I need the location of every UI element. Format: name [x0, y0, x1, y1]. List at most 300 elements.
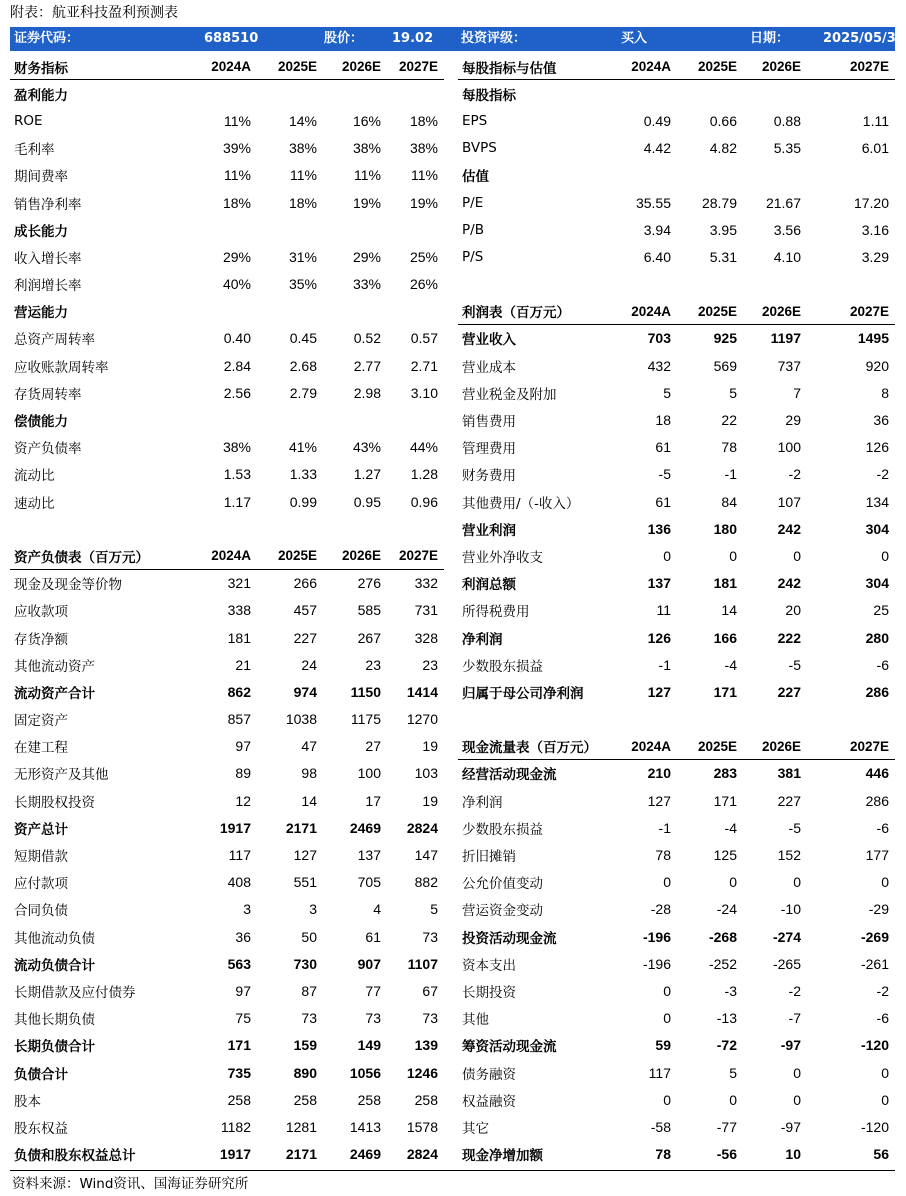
- value-cell: 56: [873, 1146, 889, 1163]
- table-row: [458, 678, 895, 705]
- value-cell: 134: [865, 493, 889, 510]
- left-column: [10, 53, 444, 1168]
- price-label: 股价：: [324, 31, 364, 46]
- row-label: 管理费用: [462, 441, 516, 458]
- value-cell: 2824: [406, 819, 438, 836]
- value-cell: 31%: [288, 248, 317, 265]
- row-label: 权益融资: [462, 1093, 516, 1110]
- empty-cell: [671, 80, 737, 107]
- value-cell: 1413: [349, 1118, 381, 1135]
- value-cell: 0: [793, 1064, 801, 1081]
- value-cell: 0: [793, 874, 801, 891]
- value-cell: -1: [724, 466, 737, 483]
- value-cell: 107: [777, 493, 801, 510]
- row-label: 其它: [462, 1120, 489, 1137]
- value-cell: 75: [235, 1010, 251, 1027]
- table-row: [458, 651, 895, 678]
- value-cell: 585: [357, 602, 381, 619]
- source-note: 资料来源：Wind资讯、国海证券研究所: [12, 1176, 249, 1192]
- value-cell: 126: [647, 629, 671, 646]
- table-row: [458, 1032, 895, 1059]
- value-cell: 2.56: [223, 384, 251, 401]
- value-cell: 26%: [409, 276, 438, 293]
- year-header: 2027E: [849, 303, 889, 319]
- table-row: [458, 135, 895, 162]
- value-cell: 3: [309, 901, 317, 918]
- value-cell: 222: [777, 629, 801, 646]
- value-cell: 11%: [224, 167, 251, 184]
- row-label: 资产总计: [14, 821, 68, 838]
- value-cell: 258: [357, 1091, 381, 1108]
- date-value: 2025/05/30: [823, 31, 905, 46]
- table-row: [10, 379, 444, 406]
- year-header: 2025E: [697, 738, 737, 754]
- table-header-row: [458, 298, 895, 325]
- value-cell: -196: [642, 928, 671, 945]
- value-cell: 177: [865, 847, 889, 864]
- table-row: [458, 869, 895, 896]
- value-cell: 29%: [352, 248, 381, 265]
- value-cell: 1175: [350, 711, 381, 728]
- table-row: [10, 1032, 444, 1059]
- table-row: [458, 624, 895, 651]
- row-label: 无形资产及其他: [14, 767, 109, 784]
- value-cell: 1182: [220, 1118, 251, 1135]
- value-cell: 171: [713, 792, 737, 809]
- value-cell: 17: [365, 792, 381, 809]
- value-cell: 730: [293, 955, 317, 972]
- section-title: 营运能力: [14, 305, 68, 322]
- value-cell: 11%: [224, 112, 251, 129]
- value-cell: 286: [865, 792, 889, 809]
- value-cell: 47: [301, 738, 317, 755]
- table-row: [458, 841, 895, 868]
- spacer-cell: [458, 706, 895, 733]
- table-row: [10, 678, 444, 705]
- row-label: P/B: [462, 221, 484, 238]
- table-row: [10, 733, 444, 760]
- value-cell: -56: [716, 1146, 737, 1163]
- row-label: 资本支出: [462, 957, 516, 974]
- row-label: 营业收入: [462, 332, 516, 349]
- value-cell: -252: [708, 955, 737, 972]
- row-label: 营业成本: [462, 359, 516, 376]
- table-row: [10, 841, 444, 868]
- value-cell: 61: [655, 439, 671, 456]
- row-label: 营业外净收支: [462, 549, 543, 566]
- table-row: [10, 814, 444, 841]
- year-header: 2026E: [341, 59, 381, 75]
- value-cell: 127: [293, 847, 317, 864]
- table-row: [458, 923, 895, 950]
- row-label: 其他流动资产: [14, 658, 95, 675]
- value-cell: 181: [713, 575, 737, 592]
- value-cell: 97: [235, 982, 251, 999]
- value-cell: 1038: [285, 711, 317, 728]
- header-rule: [10, 569, 444, 570]
- value-cell: 0: [881, 1064, 889, 1081]
- value-cell: 67: [422, 982, 438, 999]
- value-cell: 332: [414, 575, 438, 592]
- table-row: [458, 352, 895, 379]
- empty-cell: [317, 406, 381, 433]
- row-label: 少数股东损益: [462, 821, 543, 838]
- row-label: 其他长期负债: [14, 1012, 95, 1029]
- header-rule: [458, 324, 895, 325]
- value-cell: 321: [227, 575, 251, 592]
- row-label: 利润总额: [462, 577, 516, 594]
- empty-cell: [381, 298, 444, 325]
- value-cell: 1917: [219, 819, 251, 836]
- value-cell: -10: [780, 901, 801, 918]
- value-cell: 2.68: [289, 357, 317, 374]
- value-cell: 19%: [409, 194, 438, 211]
- section-title: 成长能力: [14, 223, 68, 240]
- section-row: [10, 298, 444, 325]
- value-cell: 227: [293, 629, 317, 646]
- value-cell: 33%: [352, 276, 381, 293]
- value-cell: 1107: [407, 955, 438, 972]
- table-row: [10, 651, 444, 678]
- value-cell: 862: [227, 683, 251, 700]
- table-row: [10, 325, 444, 352]
- value-cell: 29%: [222, 248, 251, 265]
- row-label: 净利润: [462, 794, 503, 811]
- value-cell: 266: [293, 575, 317, 592]
- year-header: 2025E: [277, 59, 317, 75]
- value-cell: -4: [724, 656, 737, 673]
- value-cell: 338: [227, 602, 251, 619]
- table-row: [458, 488, 895, 515]
- value-cell: 432: [647, 357, 671, 374]
- row-label: 销售费用: [462, 414, 516, 431]
- table-title: 现金流量表（百万元）: [462, 740, 597, 757]
- value-cell: 0: [881, 1091, 889, 1108]
- row-label: 利润增长率: [14, 278, 82, 295]
- table-title: 每股指标与估值: [462, 60, 557, 77]
- value-cell: 3.16: [861, 221, 889, 238]
- value-cell: -58: [650, 1118, 671, 1135]
- value-cell: 21.67: [765, 194, 801, 211]
- value-cell: -28: [650, 901, 671, 918]
- table-row: [10, 597, 444, 624]
- page-title: 附表：航亚科技盈利预测表: [10, 5, 178, 21]
- value-cell: 2171: [285, 1146, 317, 1163]
- row-label: 销售净利率: [14, 196, 82, 213]
- value-cell: 242: [777, 520, 801, 537]
- row-label: 应收款项: [14, 604, 68, 621]
- year-header: 2024A: [631, 738, 671, 754]
- value-cell: 166: [713, 629, 737, 646]
- table-title: 资产负债表（百万元）: [14, 549, 149, 566]
- value-cell: -120: [860, 1037, 889, 1054]
- table-header-row: [458, 53, 895, 80]
- table-row: [10, 434, 444, 461]
- value-cell: 446: [865, 765, 889, 782]
- value-cell: 98: [301, 765, 317, 782]
- value-cell: 0: [881, 874, 889, 891]
- empty-cell: [801, 80, 895, 107]
- value-cell: 0: [663, 1010, 671, 1027]
- value-cell: -269: [860, 928, 889, 945]
- table-row: [10, 189, 444, 216]
- table-row: [458, 1113, 895, 1140]
- value-cell: -7: [788, 1010, 801, 1027]
- table-row: [458, 977, 895, 1004]
- empty-cell: [801, 162, 895, 189]
- row-label: 所得税费用: [462, 604, 530, 621]
- value-cell: 0: [729, 1091, 737, 1108]
- value-cell: 149: [357, 1037, 381, 1054]
- row-label: 合同负债: [14, 903, 68, 920]
- year-header: 2026E: [761, 738, 801, 754]
- spacer-row: [10, 515, 444, 542]
- section-title: 每股指标: [462, 87, 516, 104]
- value-cell: 21: [235, 656, 251, 673]
- value-cell: 77: [365, 982, 381, 999]
- table-row: [458, 461, 895, 488]
- value-cell: -120: [860, 1118, 889, 1135]
- table-row: [458, 1059, 895, 1086]
- value-cell: 5: [729, 384, 737, 401]
- value-cell: -13: [716, 1010, 737, 1027]
- header-rule: [458, 759, 895, 760]
- row-label: 资产负债率: [14, 441, 82, 458]
- row-label: 负债合计: [14, 1066, 68, 1083]
- value-cell: -6: [876, 1010, 889, 1027]
- value-cell: 28.79: [701, 194, 737, 211]
- value-cell: 2171: [285, 819, 317, 836]
- year-header: 2025E: [697, 303, 737, 319]
- value-cell: 171: [227, 1037, 251, 1054]
- value-cell: 18: [655, 412, 671, 429]
- table-row: [10, 570, 444, 597]
- value-cell: -24: [716, 901, 737, 918]
- value-cell: 3.95: [709, 221, 737, 238]
- year-header: 2026E: [761, 59, 801, 75]
- row-label: 存货周转率: [14, 386, 82, 403]
- value-cell: 44%: [409, 439, 438, 456]
- value-cell: 731: [414, 602, 438, 619]
- row-label: 流动资产合计: [14, 685, 95, 702]
- row-label: 在建工程: [14, 740, 68, 757]
- value-cell: -2: [788, 982, 801, 999]
- value-cell: 159: [293, 1037, 317, 1054]
- value-cell: 3.56: [773, 221, 801, 238]
- row-label: 营业税金及附加: [462, 386, 557, 403]
- row-label: P/E: [462, 194, 484, 211]
- table-row: [10, 706, 444, 733]
- empty-cell: [251, 406, 317, 433]
- value-cell: 78: [655, 1146, 671, 1163]
- left-table: [10, 53, 444, 1168]
- row-label: P/S: [462, 248, 484, 265]
- section-title: 估值: [462, 169, 489, 186]
- value-cell: -1: [658, 656, 671, 673]
- empty-cell: [184, 406, 251, 433]
- value-cell: 50: [301, 928, 317, 945]
- table-row: [458, 434, 895, 461]
- value-cell: 258: [227, 1091, 251, 1108]
- table-title: 财务指标: [14, 60, 68, 77]
- table-row: [458, 379, 895, 406]
- right-column: [458, 53, 895, 1168]
- table-row: [10, 162, 444, 189]
- value-cell: 0: [663, 982, 671, 999]
- year-header: 2024A: [631, 303, 671, 319]
- value-cell: 14: [721, 602, 737, 619]
- empty-cell: [317, 216, 381, 243]
- value-cell: -2: [876, 982, 889, 999]
- value-cell: 0.99: [289, 493, 317, 510]
- value-cell: 907: [357, 955, 381, 972]
- row-label: 其他流动负债: [14, 930, 95, 947]
- empty-cell: [381, 80, 444, 107]
- table-row: [10, 787, 444, 814]
- value-cell: -3: [724, 982, 737, 999]
- row-label: 长期投资: [462, 984, 516, 1001]
- value-cell: 882: [414, 874, 438, 891]
- value-cell: 381: [777, 765, 801, 782]
- value-cell: 38%: [409, 140, 438, 157]
- value-cell: 35%: [288, 276, 317, 293]
- value-cell: 147: [414, 847, 438, 864]
- section-row: [10, 406, 444, 433]
- value-cell: 2.71: [410, 357, 438, 374]
- value-cell: -6: [876, 656, 889, 673]
- value-cell: 0: [729, 874, 737, 891]
- value-cell: 78: [721, 439, 737, 456]
- value-cell: 18%: [222, 194, 251, 211]
- spacer-row: [458, 706, 895, 733]
- header-rule: [458, 79, 895, 80]
- table-row: [10, 488, 444, 515]
- row-label: 营业利润: [462, 522, 516, 539]
- value-cell: -5: [788, 819, 801, 836]
- value-cell: 11%: [411, 167, 438, 184]
- value-cell: 4.82: [709, 140, 737, 157]
- value-cell: 18%: [409, 112, 438, 129]
- value-cell: 73: [301, 1010, 317, 1027]
- value-cell: 0.49: [643, 112, 671, 129]
- year-header: 2024A: [211, 548, 251, 564]
- row-label: 公允价值变动: [462, 876, 543, 893]
- table-row: [458, 787, 895, 814]
- value-cell: 0.52: [353, 330, 381, 347]
- value-cell: 127: [647, 792, 671, 809]
- year-header: 2026E: [341, 548, 381, 564]
- row-label: 股东权益: [14, 1120, 68, 1137]
- value-cell: 551: [293, 874, 317, 891]
- value-cell: 1197: [770, 330, 801, 347]
- table-row: [458, 1005, 895, 1032]
- value-cell: 40%: [222, 276, 251, 293]
- value-cell: -4: [724, 819, 737, 836]
- value-cell: 735: [227, 1064, 251, 1081]
- value-cell: 563: [227, 955, 251, 972]
- table-row: [10, 869, 444, 896]
- value-cell: 1.27: [353, 466, 381, 483]
- value-cell: 25: [873, 602, 889, 619]
- row-label: 总资产周转率: [14, 332, 95, 349]
- table-header-row: [458, 733, 895, 760]
- table-row: [458, 896, 895, 923]
- row-label: 应付款项: [14, 876, 68, 893]
- table-row: [458, 515, 895, 542]
- row-label: 其他: [462, 1012, 489, 1029]
- empty-cell: [184, 216, 251, 243]
- date-label: 日期：: [750, 31, 790, 46]
- row-label: 债务融资: [462, 1066, 516, 1083]
- empty-cell: [671, 162, 737, 189]
- table-row: [458, 570, 895, 597]
- value-cell: 2469: [349, 1146, 381, 1163]
- value-cell: 0.57: [410, 330, 438, 347]
- row-label: 流动负债合计: [14, 957, 95, 974]
- table-row: [458, 1086, 895, 1113]
- value-cell: 890: [293, 1064, 317, 1081]
- value-cell: 73: [365, 1010, 381, 1027]
- year-header: 2024A: [631, 59, 671, 75]
- value-cell: 1.28: [410, 466, 438, 483]
- row-label: 固定资产: [14, 713, 68, 730]
- value-cell: 84: [721, 493, 737, 510]
- row-label: 折旧摊销: [462, 849, 516, 866]
- row-label: 短期借款: [14, 849, 68, 866]
- empty-cell: [251, 80, 317, 107]
- row-label: 负债和股东权益总计: [14, 1148, 136, 1165]
- value-cell: 171: [713, 683, 737, 700]
- table-row: [10, 1005, 444, 1032]
- value-cell: 227: [777, 792, 801, 809]
- value-cell: -261: [860, 955, 889, 972]
- row-label: EPS: [462, 112, 488, 129]
- value-cell: 23: [365, 656, 381, 673]
- value-cell: -265: [772, 955, 801, 972]
- value-cell: 2824: [406, 1146, 438, 1163]
- value-cell: 38%: [352, 140, 381, 157]
- value-cell: 1.33: [289, 466, 317, 483]
- section-title: 偿债能力: [14, 414, 68, 431]
- value-cell: 87: [301, 982, 317, 999]
- empty-cell: [611, 162, 671, 189]
- row-label: 长期负债合计: [14, 1039, 95, 1056]
- row-label: 流动比: [14, 468, 55, 485]
- row-label: 毛利率: [14, 142, 55, 159]
- value-cell: 0: [663, 874, 671, 891]
- value-cell: -97: [780, 1037, 801, 1054]
- value-cell: 3: [243, 901, 251, 918]
- table-row: [458, 597, 895, 624]
- row-label: 存货净额: [14, 631, 68, 648]
- value-cell: 0: [793, 547, 801, 564]
- value-cell: 1270: [406, 711, 438, 728]
- value-cell: 10: [785, 1146, 801, 1163]
- value-cell: 5.35: [773, 140, 801, 157]
- value-cell: 137: [357, 847, 381, 864]
- right-table: [458, 53, 895, 1168]
- value-cell: -77: [716, 1118, 737, 1135]
- table-header-row: [10, 542, 444, 569]
- value-cell: 283: [713, 765, 737, 782]
- value-cell: 920: [865, 357, 889, 374]
- value-cell: 0.66: [709, 112, 737, 129]
- value-cell: 36: [235, 928, 251, 945]
- table-row: [458, 542, 895, 569]
- value-cell: -1: [658, 819, 671, 836]
- value-cell: 59: [655, 1037, 671, 1054]
- table-row: [10, 243, 444, 270]
